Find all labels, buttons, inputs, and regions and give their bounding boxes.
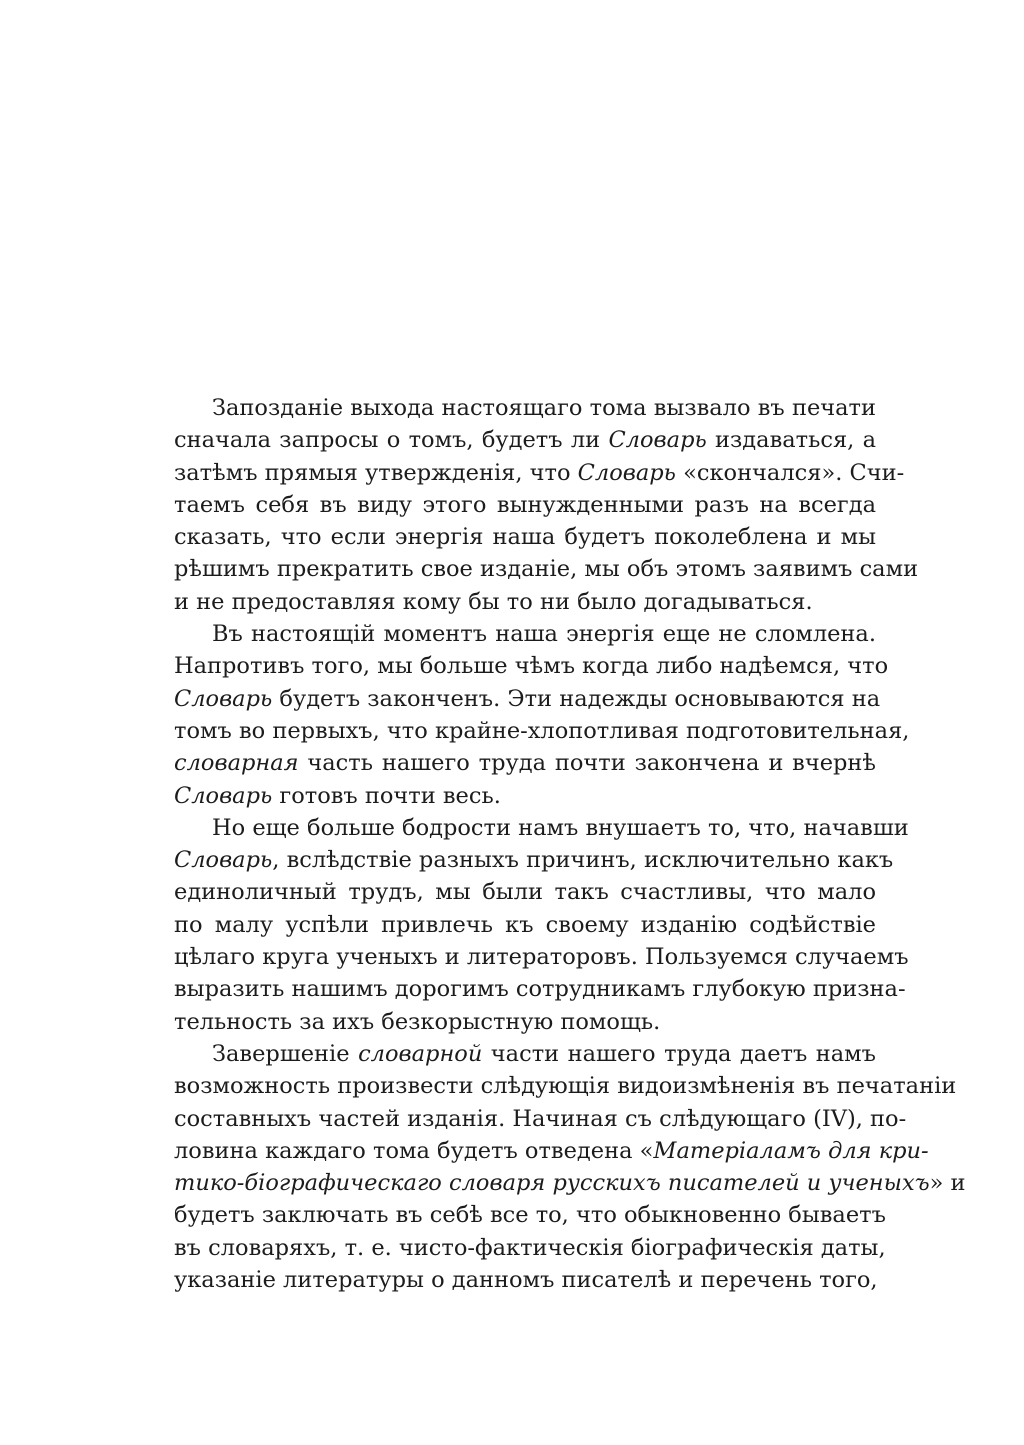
text-line: затѣмъ прямыя утвержденія, что Словарь «скончался». Счи- bbox=[174, 459, 905, 486]
text-line: Но еще больше бодрости намъ внушаетъ то, что, начавши bbox=[212, 814, 909, 841]
text-line: будетъ заключать въ себѣ все то, что обыкновенно бываетъ bbox=[174, 1202, 886, 1229]
text-line: Завершеніе словарной части нашего труда даетъ намъ bbox=[212, 1040, 876, 1067]
text-line: Словарь будетъ законченъ. Эти надежды основываются на bbox=[174, 685, 881, 712]
text-line: ловина каждаго тома будетъ отведена «Матеріаламъ для кри- bbox=[174, 1137, 929, 1164]
text-line: по малу успѣли привлечь къ своему изданію содѣйствіе bbox=[174, 911, 876, 938]
text-line: указаніе литературы о данномъ писателѣ и перечень того, bbox=[174, 1267, 878, 1294]
text-line: рѣшимъ прекратить свое изданіе, мы объ этомъ заявимъ сами bbox=[174, 556, 919, 583]
text-line: тельность за ихъ безкорыстную помощь. bbox=[174, 1008, 661, 1035]
text-line: словарная часть нашего труда почти закончена и вчернѣ bbox=[174, 750, 876, 777]
text-line: составныхъ частей изданія. Начиная съ слѣдующаго (IV), по- bbox=[174, 1105, 907, 1132]
text-line: выразить нашимъ дорогимъ сотрудникамъ глубокую призна- bbox=[174, 976, 906, 1003]
text-line: цѣлаго круга ученыхъ и литераторовъ. Пользуемся случаемъ bbox=[174, 944, 909, 971]
text-line: Въ настоящій моментъ наша энергія еще не сломлена. bbox=[212, 621, 876, 648]
text-line: Словарь готовъ почти весь. bbox=[174, 782, 501, 809]
text-line: Словарь, вслѣдствіе разныхъ причинъ, исключительно какъ bbox=[174, 847, 894, 874]
text-line: тико-біографическаго словаря русскихъ писателей и ученыхъ» и bbox=[174, 1170, 966, 1197]
body-text bbox=[174, 392, 966, 1296]
text-line: сначала запросы о томъ, будетъ ли Словарь издаваться, а bbox=[174, 427, 877, 454]
text-line: единоличный трудъ, мы были такъ счастливы, что мало bbox=[174, 879, 876, 906]
text-line: Напротивъ того, мы больше чѣмъ когда либо надѣемся, что bbox=[174, 653, 889, 680]
text-line: и не предоставляя кому бы то ни было догадываться. bbox=[174, 588, 813, 615]
text-line: Запозданіе выхода настоящаго тома вызвало въ печати bbox=[212, 395, 876, 421]
text-line: въ словаряхъ, т. е. чисто-фактическія біографическія даты, bbox=[174, 1234, 886, 1261]
text-line: томъ во первыхъ, что крайне-хлопотливая подготовительная, bbox=[174, 717, 910, 744]
text-line: возможность произвести слѣдующія видоизмѣненія въ печатаніи bbox=[174, 1073, 957, 1100]
text-line: сказать, что если энергія наша будетъ поколеблена и мы bbox=[174, 524, 876, 551]
text-line: таемъ себя въ виду этого вынужденными разъ на всегда bbox=[174, 491, 876, 518]
